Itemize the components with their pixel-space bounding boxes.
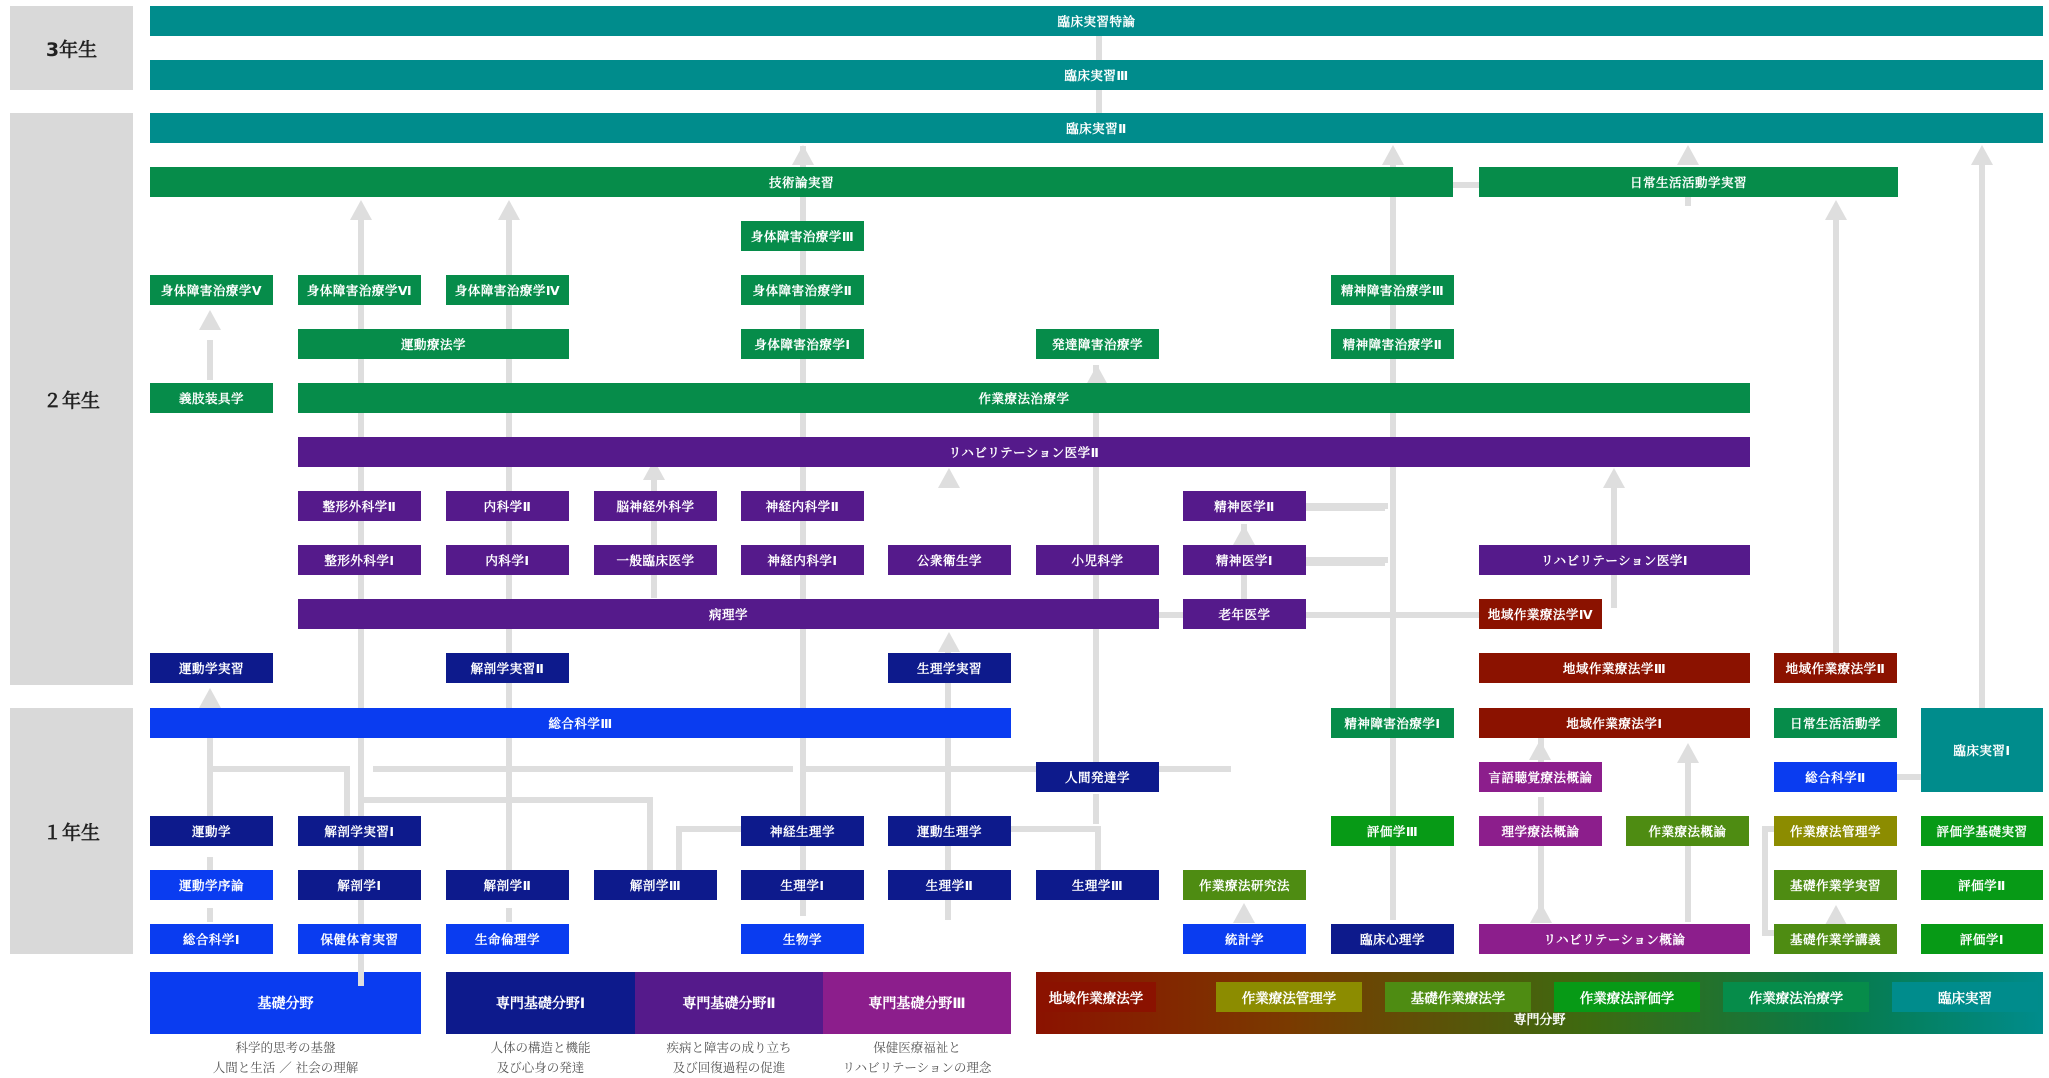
legend-note-senmon-kiso-3 bbox=[823, 1038, 1011, 1078]
course-sagyo-kenkyu[interactable]: 作業療法研究法 bbox=[1183, 870, 1306, 900]
connector-line bbox=[1095, 826, 1101, 871]
course-seibutsu[interactable]: 生物学 bbox=[741, 924, 864, 954]
course-nichijo-jisshu[interactable]: 日常生活活動学実習 bbox=[1479, 167, 1898, 197]
course-naika-2[interactable]: 内科学Ⅱ bbox=[446, 491, 569, 521]
arrow-head bbox=[1530, 903, 1552, 923]
connector-line bbox=[801, 766, 1231, 772]
course-rinsho-2[interactable]: 臨床実習Ⅱ bbox=[150, 113, 2043, 143]
course-chiiki-2[interactable]: 地域作業療法学Ⅱ bbox=[1774, 653, 1897, 683]
arrow-head bbox=[498, 200, 520, 220]
course-hyoka-1[interactable]: 評価学Ⅰ bbox=[1921, 924, 2043, 954]
legend-note-senmon-kiso-2 bbox=[635, 1038, 823, 1078]
course-reha-igaku-2[interactable]: リハビリテーション医学Ⅱ bbox=[298, 437, 1750, 467]
course-hyoka-2[interactable]: 評価学Ⅱ bbox=[1921, 870, 2043, 900]
connector-line bbox=[1390, 150, 1396, 920]
legend-note-line: 人体の構造と機能 bbox=[490, 1040, 591, 1055]
course-naika-1[interactable]: 内科学Ⅰ bbox=[446, 545, 569, 575]
legend-note-line: 人間と生活 ／ 社会の理解 bbox=[212, 1060, 359, 1075]
course-hattatsu[interactable]: 発達障害治療学 bbox=[1036, 329, 1159, 359]
legend-senmon-kiso-3: 専門基礎分野Ⅲ bbox=[823, 972, 1011, 1034]
course-rigaku-gairon[interactable]: 理学療法概論 bbox=[1479, 816, 1602, 846]
legend-note-line: 保健医療福祉と bbox=[873, 1040, 961, 1055]
course-sagyo-gairon[interactable]: 作業療法概論 bbox=[1626, 816, 1749, 846]
course-kaibou-1[interactable]: 解剖学Ⅰ bbox=[298, 870, 421, 900]
course-hyoka-3[interactable]: 評価学Ⅲ bbox=[1331, 816, 1454, 846]
course-ningen-hattatsu[interactable]: 人間発達学 bbox=[1036, 762, 1159, 792]
course-seiri-1[interactable]: 生理学Ⅰ bbox=[741, 870, 864, 900]
course-undogaku-joron[interactable]: 運動学序論 bbox=[150, 870, 273, 900]
course-sogo-1[interactable]: 総合科学Ⅰ bbox=[150, 924, 273, 954]
course-kaibou-3[interactable]: 解剖学Ⅲ bbox=[594, 870, 717, 900]
connector-line bbox=[1762, 826, 1768, 936]
arrow-head bbox=[1086, 365, 1108, 385]
course-koshu-eisei[interactable]: 公衆衛生学 bbox=[888, 545, 1011, 575]
connector-line bbox=[676, 826, 682, 871]
legend-note-line: 及び心身の発達 bbox=[496, 1060, 585, 1075]
year-band-3: 3年生 bbox=[10, 6, 133, 90]
legend-chiiki: 地域作業療法学 bbox=[1036, 982, 1156, 1012]
connector-line bbox=[1833, 218, 1839, 670]
connector-line bbox=[1093, 794, 1099, 824]
connector-line bbox=[1452, 182, 1480, 188]
course-kaibou-jisshu-2[interactable]: 解剖学実習Ⅱ bbox=[446, 653, 569, 683]
connector-line bbox=[647, 797, 653, 871]
course-sagyo-kanri[interactable]: 作業療法管理学 bbox=[1774, 816, 1897, 846]
legend-senmon-label: 専門分野 bbox=[1513, 1013, 1566, 1028]
arrow-head bbox=[1233, 903, 1255, 923]
course-seiri-jisshu[interactable]: 生理学実習 bbox=[888, 653, 1011, 683]
course-undo-ryoho[interactable]: 運動療法学 bbox=[298, 329, 569, 359]
course-shintai-4[interactable]: 身体障害治療学Ⅳ bbox=[446, 275, 569, 305]
arrow-head bbox=[199, 310, 221, 330]
connector-line bbox=[207, 908, 213, 922]
course-sagyo-chiryo[interactable]: 作業療法治療学 bbox=[298, 383, 1750, 413]
course-ronen[interactable]: 老年医学 bbox=[1183, 599, 1306, 629]
year-band-1: １年生 bbox=[10, 708, 133, 954]
legend-kiso: 基礎分野 bbox=[150, 972, 421, 1034]
connector-line bbox=[800, 146, 806, 916]
course-sogo-2[interactable]: 総合科学Ⅱ bbox=[1774, 762, 1897, 792]
course-undogaku[interactable]: 運動学 bbox=[150, 816, 273, 846]
legend-senmon-kiso-1: 専門基礎分野Ⅰ bbox=[446, 972, 635, 1034]
connector-line bbox=[207, 340, 213, 380]
course-shoni[interactable]: 小児科学 bbox=[1036, 545, 1159, 575]
course-shinkei-seiri[interactable]: 神経生理学 bbox=[741, 816, 864, 846]
course-kiso-sagyo-kogi[interactable]: 基礎作業学講義 bbox=[1774, 924, 1897, 954]
arrow-head bbox=[1677, 145, 1699, 165]
arrow-head bbox=[350, 200, 372, 220]
course-seishinigaku-2[interactable]: 精神医学Ⅱ bbox=[1183, 491, 1306, 521]
connector-line bbox=[1895, 774, 1921, 780]
connector-line bbox=[207, 766, 347, 772]
course-nichijo[interactable]: 日常生活活動学 bbox=[1774, 708, 1897, 738]
course-seikei-1[interactable]: 整形外科学Ⅰ bbox=[298, 545, 421, 575]
course-sogo-3[interactable]: 総合科学Ⅲ bbox=[150, 708, 1011, 738]
arrow-head bbox=[1529, 740, 1551, 760]
arrow-head bbox=[1233, 525, 1255, 545]
year-band-2: ２年生 bbox=[10, 113, 133, 685]
course-gengo[interactable]: 言語聴覚療法概論 bbox=[1479, 762, 1602, 792]
course-byori[interactable]: 病理学 bbox=[298, 599, 1159, 629]
course-shintai-6[interactable]: 身体障害治療学Ⅵ bbox=[298, 275, 421, 305]
connector-line bbox=[1305, 505, 1385, 511]
course-shinkeinai-2[interactable]: 神経内科学Ⅱ bbox=[741, 491, 864, 521]
course-noushinkei[interactable]: 脳神経外科学 bbox=[594, 491, 717, 521]
arrow-head bbox=[1603, 468, 1625, 488]
connector-line bbox=[651, 468, 657, 598]
arrow-head bbox=[792, 145, 814, 165]
course-shintai-2[interactable]: 身体障害治療学Ⅱ bbox=[741, 275, 864, 305]
course-shintai-3[interactable]: 身体障害治療学Ⅲ bbox=[741, 221, 864, 251]
connector-line bbox=[1305, 560, 1385, 566]
arrow-head bbox=[938, 468, 960, 488]
legend-rinsho: 臨床実習 bbox=[1892, 982, 2038, 1012]
legend-kanri: 作業療法管理学 bbox=[1216, 982, 1362, 1012]
arrow-head bbox=[1825, 200, 1847, 220]
arrow-head bbox=[1971, 145, 1993, 165]
course-reha-gairon[interactable]: リハビリテーション概論 bbox=[1479, 924, 1750, 954]
course-rinsho-1[interactable]: 臨床実習Ⅰ bbox=[1921, 708, 2043, 792]
course-chiiki-4[interactable]: 地域作業療法学Ⅳ bbox=[1479, 599, 1602, 629]
legend-note-kiso bbox=[150, 1038, 421, 1078]
course-kaibou-2[interactable]: 解剖学Ⅱ bbox=[446, 870, 569, 900]
course-reha-igaku-1[interactable]: リハビリテーション医学Ⅰ bbox=[1479, 545, 1750, 575]
arrow-head bbox=[199, 688, 221, 708]
course-seikei-2[interactable]: 整形外科学Ⅱ bbox=[298, 491, 421, 521]
connector-line bbox=[373, 766, 793, 772]
course-hoken-taiiku[interactable]: 保健体育実習 bbox=[298, 924, 421, 954]
legend-chiryo: 作業療法治療学 bbox=[1723, 982, 1869, 1012]
course-kiso-sagyo-jisshu[interactable]: 基礎作業学実習 bbox=[1774, 870, 1897, 900]
course-seishin-2[interactable]: 精神障害治療学Ⅱ bbox=[1331, 329, 1454, 359]
course-seimei-rinri[interactable]: 生命倫理学 bbox=[446, 924, 569, 954]
course-gijutsu-jisshu[interactable]: 技術論実習 bbox=[150, 167, 1453, 197]
course-hyoka-kiso-jisshu[interactable]: 評価学基礎実習 bbox=[1921, 816, 2043, 846]
course-undo-seiri[interactable]: 運動生理学 bbox=[888, 816, 1011, 846]
connector-line bbox=[1979, 162, 1985, 710]
arrow-head bbox=[938, 632, 960, 652]
course-undogaku-jisshu[interactable]: 運動学実習 bbox=[150, 653, 273, 683]
course-seiri-3[interactable]: 生理学Ⅲ bbox=[1036, 870, 1159, 900]
course-rinsho-shinri[interactable]: 臨床心理学 bbox=[1331, 924, 1454, 954]
course-ippan-rinsho[interactable]: 一般臨床医学 bbox=[594, 545, 717, 575]
course-shintai-1[interactable]: 身体障害治療学Ⅰ bbox=[741, 329, 864, 359]
legend-note-line: 科学的思考の基盤 bbox=[235, 1040, 336, 1055]
course-seiri-2[interactable]: 生理学Ⅱ bbox=[888, 870, 1011, 900]
legend-note-senmon-kiso-1 bbox=[446, 1038, 635, 1078]
arrow-head bbox=[1382, 145, 1404, 165]
legend-hyoka: 作業療法評価学 bbox=[1554, 982, 1700, 1012]
course-gishi[interactable]: 義肢装具学 bbox=[150, 383, 273, 413]
course-chiiki-1[interactable]: 地域作業療法学Ⅰ bbox=[1479, 708, 1750, 738]
arrow-head bbox=[1825, 905, 1847, 925]
course-kaibou-jisshu-1[interactable]: 解剖学実習Ⅰ bbox=[298, 816, 421, 846]
course-seishin-3[interactable]: 精神障害治療学Ⅲ bbox=[1331, 275, 1454, 305]
legend-note-line: リハビリテーションの理念 bbox=[842, 1060, 992, 1075]
course-seishinigaku-1[interactable]: 精神医学Ⅰ bbox=[1183, 545, 1306, 575]
course-tokei[interactable]: 統計学 bbox=[1183, 924, 1306, 954]
course-shinkeinai-1[interactable]: 神経内科学Ⅰ bbox=[741, 545, 864, 575]
course-seishin-1[interactable]: 精神障害治療学Ⅰ bbox=[1331, 708, 1454, 738]
course-rinsho-tokuron[interactable]: 臨床実習特論 bbox=[150, 6, 2043, 36]
course-shintai-5[interactable]: 身体障害治療学Ⅴ bbox=[150, 275, 273, 305]
legend-senmon-kiso-2: 専門基礎分野Ⅱ bbox=[635, 972, 823, 1034]
legend-note-line: 及び回復過程の促進 bbox=[672, 1060, 786, 1075]
legend-kiso-sagyo: 基礎作業療法学 bbox=[1385, 982, 1531, 1012]
connector-line bbox=[506, 908, 512, 922]
course-rinsho-3[interactable]: 臨床実習Ⅲ bbox=[150, 60, 2043, 90]
course-chiiki-3[interactable]: 地域作業療法学Ⅲ bbox=[1479, 653, 1750, 683]
legend-note-line: 疾病と障害の成り立ち bbox=[666, 1040, 792, 1055]
arrow-head bbox=[1677, 743, 1699, 763]
connector-line bbox=[207, 857, 213, 871]
